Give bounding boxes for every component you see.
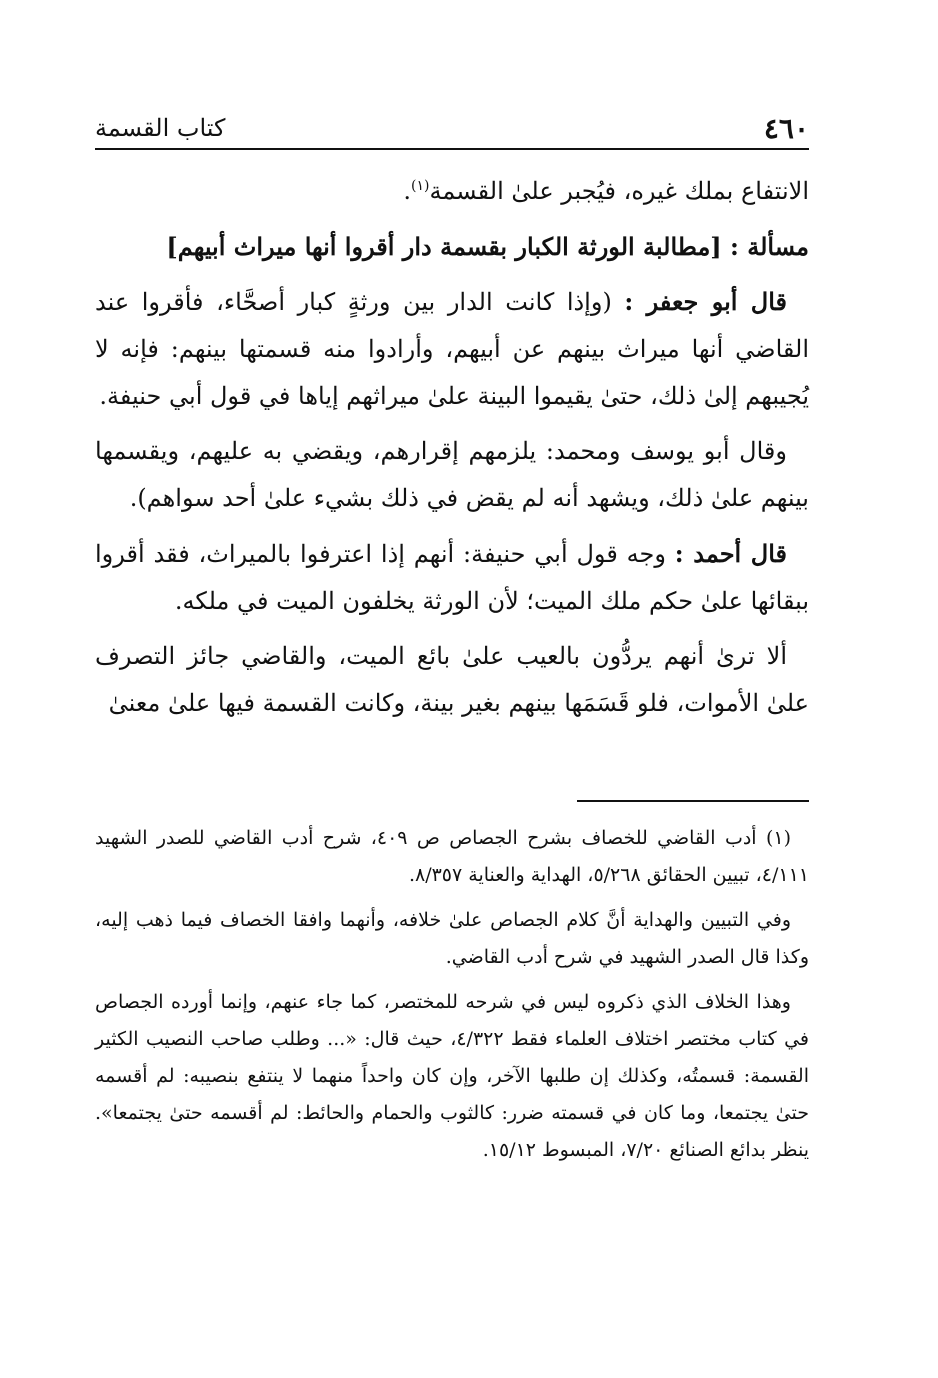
paragraph-ahmad — [95, 530, 809, 625]
paragraph-continuation — [95, 168, 809, 215]
footnote-2: وفي التبيين والهداية أنَّ كلام الجصاص علىٰ خلافه، وأنهما وافقا الخصاف فيما ذهب إليه، وكذا قال الصدر الشهيد في شرح أدب القاضي. — [95, 909, 809, 968]
footnote-divider — [577, 800, 809, 802]
issue-label: مسألة : — [730, 232, 809, 261]
speaker-label: قال أحمد : — [674, 539, 788, 568]
footnote-3: وهذا الخلاف الذي ذكروه ليس في شرحه للمختصر، كما جاء عنهم، وإنما أورده الجصاص في كتاب مختصر اختلاف العلماء فقط ٤/٣٢٢، حيث قال: «... وطلب صاحب النصيب الكثير القسمة: قسمتُه، وكذلك إن طلبها الآخر، وإن كان واحداً منهما لا ينتفع بنصيبه: لم أقسمه حتىٰ يجتمعا، وما كان في قسمته ضرر: كالثوب والحمام والحائط: لم أقسمه حتىٰ يجتمعا». ينظر بدائع الصنائع ٧/٢٠، المبسوط ١٥/١٢. — [95, 991, 809, 1161]
running-title: كتاب القسمة — [95, 114, 226, 142]
paragraph-abu-jafar — [95, 278, 809, 420]
book-page — [95, 0, 809, 1378]
main-text — [95, 168, 809, 735]
paragraph-abu-yusuf — [95, 428, 809, 522]
paragraph-text: (وإذا كانت الدار بين ورثةٍ كبار أصحَّاء، فأقروا عند القاضي أنها ميراث بينهم عن أبيهم، وأرادوا منه قسمتها بينهم: فإنه لا يُجيبهم إلىٰ ذلك، حتىٰ يقيموا البينة علىٰ ميراثهم إياها في قول أبي حنيفة. — [95, 288, 809, 410]
paragraph-text: الانتفاع بملك غيره، فيُجبر علىٰ القسمة — [429, 177, 809, 205]
issue-heading — [95, 223, 809, 270]
speaker-label: قال أبو جعفر : — [624, 287, 787, 316]
footnote-ref: (١) — [411, 178, 430, 194]
footnotes — [95, 820, 809, 1177]
paragraph-text: وقال أبو يوسف ومحمد: يلزمهم إقرارهم، ويقضي به عليهم، ويقسمها بينهم علىٰ ذلك، ويشهد أنه لم يقض في ذلك بشيء علىٰ أحد سواهم). — [95, 437, 809, 512]
page-number: ٤٦٠ — [763, 112, 809, 145]
footnote-1: (١) أدب القاضي للخصاف بشرح الجصاص ص ٤٠٩، شرح أدب القاضي للصدر الشهيد ٤/١١١، تبيين الحقائق ٥/٢٦٨، الهداية والعناية ٨/٣٥٧. — [95, 827, 809, 886]
paragraph-text: ألا ترىٰ أنهم يردُّون بالعيب علىٰ بائع الميت، والقاضي جائز التصرف علىٰ الأموات، فلو قَسَمَها بينهم بغير بينة، وكانت القسمة فيها علىٰ معنىٰ — [95, 642, 809, 717]
paragraph-text: وجه قول أبي حنيفة: أنهم إذا اعترفوا بالميراث، فقد أقروا ببقائها علىٰ حكم ملك الميت؛ لأن الورثة يخلفون الميت في ملكه. — [95, 540, 809, 615]
paragraph-argument — [95, 633, 809, 727]
page-header — [95, 108, 809, 150]
issue-title: [مطالبة الورثة الكبار بقسمة دار أقروا أنها ميراث أبيهم] — [166, 232, 722, 261]
paragraph-end: . — [403, 177, 412, 205]
